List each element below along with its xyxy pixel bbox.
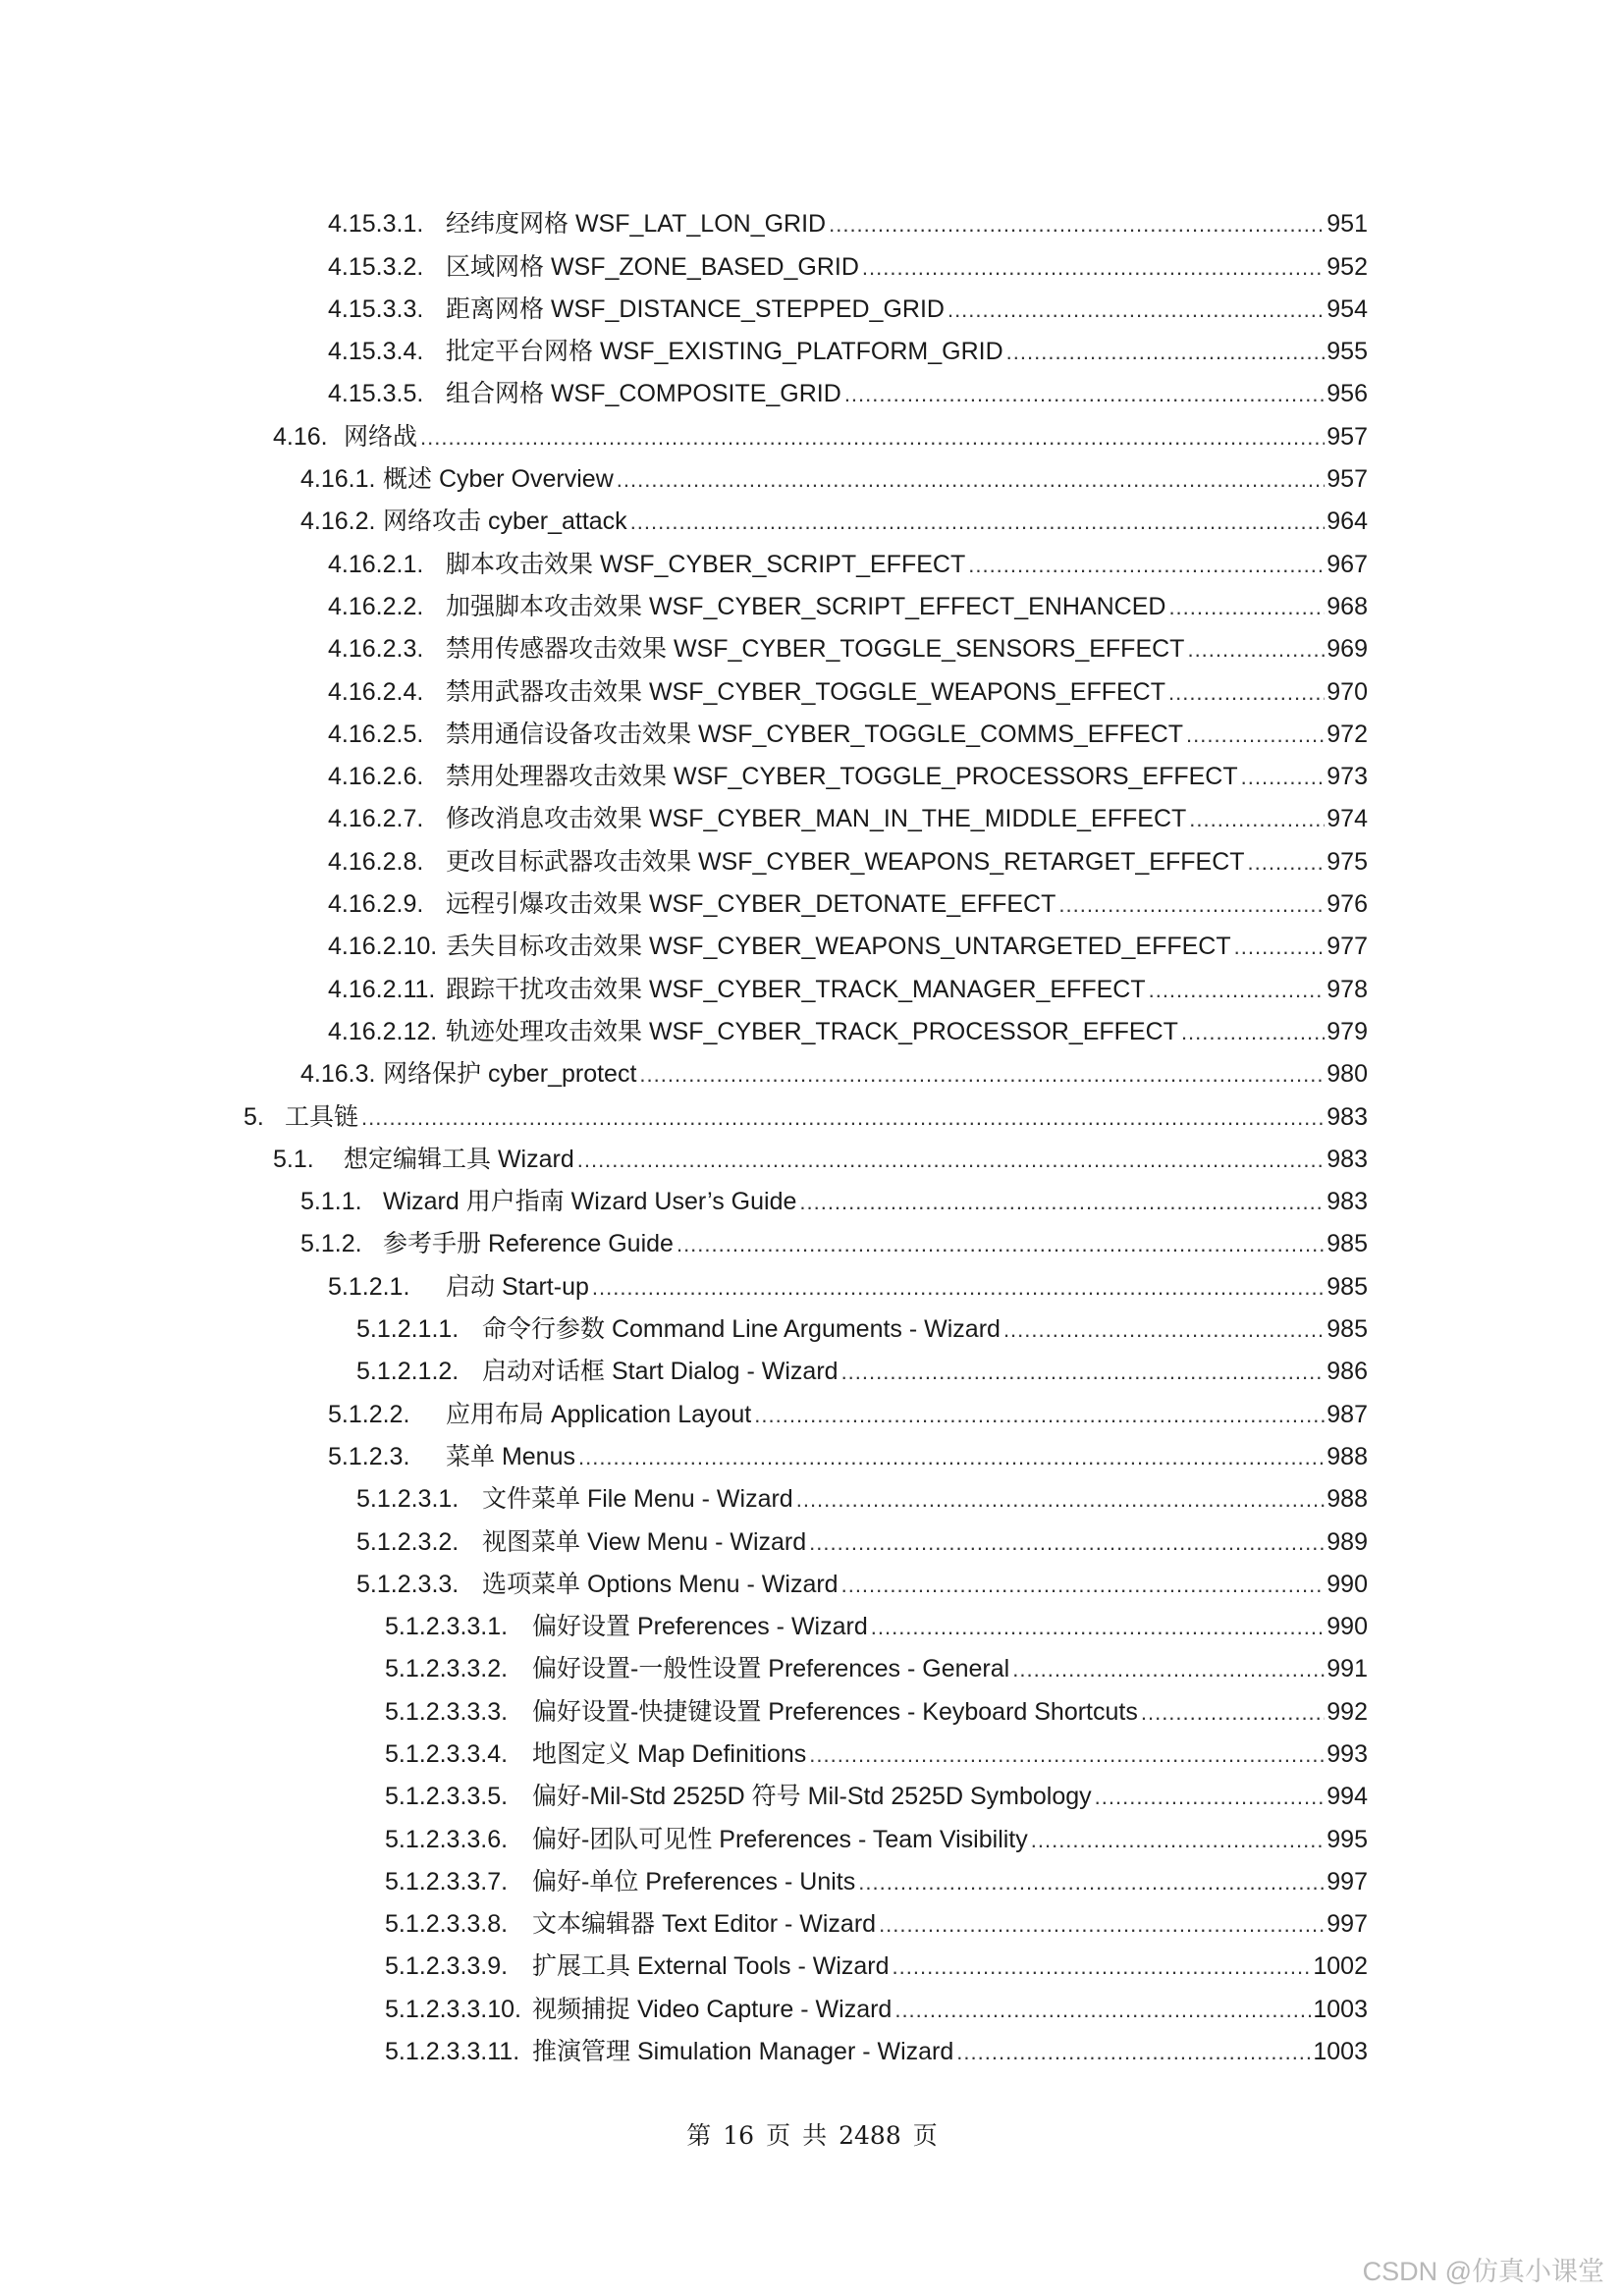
toc-entry-page: 983 [1326,1102,1368,1131]
toc-entry-page: 972 [1326,720,1368,748]
toc-entry[interactable] [0,1344,1624,1386]
toc-entry-page: 983 [1326,1188,1368,1216]
toc-dot-leader [361,1104,1325,1132]
toc-dot-leader [796,1486,1326,1514]
toc-dot-leader [639,1061,1325,1089]
toc-entry-page: 955 [1326,338,1368,366]
toc-dot-leader [1012,1656,1325,1683]
toc-entry[interactable] [0,664,1624,706]
toc-entry-number: 4.15.3.3. [328,294,424,323]
toc-entry[interactable] [0,1514,1624,1556]
toc-dot-leader [809,1529,1325,1557]
toc-entry-title: 推演管理 Simulation Manager - Wizard [532,2038,954,2066]
toc-entry[interactable] [0,1599,1624,1641]
toc-entry[interactable] [0,1046,1624,1089]
toc-entry[interactable] [0,877,1624,919]
toc-entry[interactable] [0,749,1624,791]
toc-entry[interactable] [0,1174,1624,1216]
toc-entry-page: 969 [1326,635,1368,664]
toc-entry-page: 980 [1326,1060,1368,1089]
toc-entry[interactable] [0,1429,1624,1471]
toc-entry[interactable] [0,239,1624,281]
toc-entry-page: 985 [1326,1315,1368,1344]
toc-entry-page: 976 [1326,890,1368,919]
toc-entry-number: 4.16.2.2. [328,592,424,620]
toc-entry[interactable] [0,536,1624,578]
toc-dot-leader [592,1274,1325,1302]
toc-entry-page: 973 [1326,763,1368,791]
toc-entry-title: 距离网格 WSF_DISTANCE_STEPPED_GRID [446,294,945,323]
toc-entry-title: 禁用通信设备攻击效果 WSF_CYBER_TOGGLE_COMMS_EFFECT [446,720,1184,748]
toc-entry-title: 启动对话框 Start Dialog - Wizard [482,1358,839,1386]
toc-entry-page: 974 [1326,805,1368,833]
toc-entry-title: 启动 Start-up [446,1272,589,1301]
toc-dot-leader [1248,849,1326,877]
toc-entry[interactable] [0,579,1624,621]
toc-entry[interactable] [0,1683,1624,1726]
toc-entry-title: 视图菜单 View Menu - Wizard [482,1527,807,1556]
toc-dot-leader [894,1997,1311,2024]
toc-entry-page: 964 [1326,507,1368,536]
toc-entry-page: 967 [1326,550,1368,578]
toc-entry-title: 偏好-Mil-Std 2525D 符号 Mil-Std 2525D Symbology [532,1783,1092,1811]
toc-dot-leader [630,508,1326,536]
toc-dot-leader [1187,636,1325,664]
toc-entry[interactable] [0,707,1624,749]
toc-entry-page: 956 [1326,380,1368,408]
toc-dot-leader [1241,764,1326,791]
toc-entry-number: 5.1.2.3.3.8. [385,1910,509,1939]
toc-entry-number: 5.1.2. [300,1230,362,1258]
toc-entry[interactable] [0,1258,1624,1301]
toc-entry-title: 偏好设置 Preferences - Wizard [532,1613,868,1641]
toc-entry-title: 文件菜单 File Menu - Wizard [482,1485,793,1514]
toc-entry[interactable] [0,621,1624,664]
toc-entry-number: 5.1.2.3.3. [356,1570,460,1598]
toc-entry[interactable] [0,1557,1624,1599]
toc-entry[interactable] [0,1089,1624,1131]
toc-dot-leader [1141,1699,1325,1727]
current-page-number: 16 [723,2121,755,2150]
toc-entry-title: 丢失目标攻击效果 WSF_CYBER_WEAPONS_UNTARGETED_EFFECT [446,933,1231,961]
toc-dot-leader [1058,891,1325,919]
toc-dot-leader [879,1911,1325,1939]
watermark: CSDN @仿真小课堂 [1362,2257,1604,2286]
toc-entry[interactable] [0,324,1624,366]
toc-entry[interactable] [0,1854,1624,1896]
toc-dot-leader [1149,977,1326,1004]
toc-entry-number: 4.16.3. [300,1060,376,1089]
toc-entry-title: 想定编辑工具 Wizard [344,1145,574,1173]
toc-entry-number: 5. [244,1102,264,1131]
toc-dot-leader [858,1869,1325,1896]
toc-dot-leader [799,1189,1325,1216]
toc-entry-number: 4.16.2.10. [328,933,438,961]
toc-entry-page: 957 [1326,422,1368,451]
toc-entry-title: 参考手册 Reference Guide [383,1230,674,1258]
toc-entry-number: 4.16.2.1. [328,550,424,578]
toc-entry-page: 983 [1326,1145,1368,1173]
toc-entry-number: 4.16. [273,422,328,451]
toc-entry-number: 5.1.2.1.1. [356,1315,460,1344]
toc-entry-number: 4.16.2.9. [328,890,424,919]
toc-entry[interactable] [0,961,1624,1003]
toc-entry-title: 批定平台网格 WSF_EXISTING_PLATFORM_GRID [446,338,1003,366]
toc-entry[interactable] [0,1727,1624,1769]
toc-entry-number: 5.1.2.1. [328,1272,410,1301]
toc-entry-number: 4.15.3.2. [328,252,424,281]
toc-entry[interactable] [0,791,1624,833]
toc-entry-number: 4.16.2. [300,507,376,536]
toc-entry-number: 5.1.2.3.3.1. [385,1613,509,1641]
toc-entry-number: 4.16.2.6. [328,763,424,791]
toc-entry[interactable] [0,1216,1624,1258]
toc-dot-leader [617,466,1326,494]
toc-entry-title: 偏好设置-快捷键设置 Preferences - Keyboard Shortcuts [532,1697,1138,1726]
toc-dot-leader [1006,339,1326,366]
toc-entry-number: 4.15.3.4. [328,338,424,366]
toc-entry-number: 5.1.2.3.2. [356,1527,460,1556]
toc-dot-leader [1186,721,1325,749]
toc-entry-number: 4.16.2.5. [328,720,424,748]
toc-entry-page: 985 [1326,1272,1368,1301]
toc-dot-leader [871,1614,1326,1641]
toc-entry-number: 5.1.2.3.1. [356,1485,460,1514]
toc-entry-title: 命令行参数 Command Line Arguments - Wizard [482,1315,1001,1344]
toc-dot-leader [754,1402,1325,1429]
toc-dot-leader [841,1359,1326,1386]
toc-entry[interactable] [0,282,1624,324]
page-footer [0,2116,1624,2152]
toc-entry-title: 修改消息攻击效果 WSF_CYBER_MAN_IN_THE_MIDDLE_EFFECT [446,805,1187,833]
toc-entry-page: 1003 [1313,1995,1368,2023]
toc-entry-title: 应用布局 Application Layout [446,1400,752,1428]
toc-dot-leader [420,424,1325,452]
toc-entry-page: 1003 [1313,2038,1368,2066]
footer-word: 页 [766,2121,791,2150]
toc-entry-title: 跟踪干扰攻击效果 WSF_CYBER_TRACK_MANAGER_EFFECT [446,975,1146,1003]
toc-entry-number: 5.1.2.3.3.5. [385,1783,509,1811]
toc-dot-leader [1095,1784,1326,1811]
toc-entry[interactable] [0,408,1624,451]
toc-entry[interactable] [0,1132,1624,1174]
toc-entry-title: 扩展工具 External Tools - Wizard [532,1952,890,1981]
toc-entry-page: 994 [1326,1783,1368,1811]
toc-entry[interactable] [0,833,1624,876]
toc-entry-page: 968 [1326,592,1368,620]
toc-entry-title: 地图定义 Map Definitions [532,1739,807,1768]
toc-entry-title: 远程引爆攻击效果 WSF_CYBER_DETONATE_EFFECT [446,890,1056,919]
toc-entry-title: 工具链 [285,1102,359,1131]
toc-entry-title: 菜单 Menus [446,1442,575,1470]
toc-dot-leader [829,211,1325,239]
toc-entry-page: 995 [1326,1825,1368,1853]
toc-entry-page: 997 [1326,1910,1368,1939]
toc-entry-title: 加强脚本攻击效果 WSF_CYBER_SCRIPT_EFFECT_ENHANCED [446,592,1166,620]
toc-entry-number: 5.1.2.3.3.2. [385,1655,509,1683]
toc-entry-page: 970 [1326,677,1368,706]
toc-entry-number: 4.15.3.1. [328,210,424,239]
toc-entry-title: 脚本攻击效果 WSF_CYBER_SCRIPT_EFFECT [446,550,966,578]
toc-entry-title: 经纬度网格 WSF_LAT_LON_GRID [446,210,827,239]
toc-entry-title: 禁用武器攻击效果 WSF_CYBER_TOGGLE_WEAPONS_EFFECT [446,677,1165,706]
toc-entry[interactable] [0,1641,1624,1683]
toc-dot-leader [1168,679,1325,707]
toc-dot-leader [956,2039,1311,2066]
toc-entry-number: 5.1. [273,1145,314,1173]
toc-entry-title: 更改目标武器攻击效果 WSF_CYBER_WEAPONS_RETARGET_EFFECT [446,847,1245,876]
toc-entry[interactable] [0,1939,1624,1981]
toc-entry-title: 概述 Cyber Overview [383,465,614,494]
toc-entry-title: Wizard 用户指南 Wizard User’s Guide [383,1188,797,1216]
toc-entry-page: 957 [1326,465,1368,494]
toc-entry[interactable] [0,919,1624,961]
toc-entry-number: 4.16.2.8. [328,847,424,876]
toc-dot-leader [844,381,1325,408]
toc-entry-page: 951 [1326,210,1368,239]
total-pages: 2488 [839,2121,901,2150]
toc-entry-page: 987 [1326,1400,1368,1428]
toc-entry-page: 997 [1326,1867,1368,1896]
toc-dot-leader [947,296,1325,324]
toc-entry-page: 1002 [1313,1952,1368,1981]
toc-entry-title: 偏好设置-一般性设置 Preferences - General [532,1655,1010,1683]
toc-dot-leader [1031,1827,1326,1854]
toc-entry-page: 991 [1326,1655,1368,1683]
footer-word: 页 [912,2121,938,2150]
toc-entry-title: 区域网格 WSF_ZONE_BASED_GRID [446,252,859,281]
toc-entry-page: 954 [1326,294,1368,323]
toc-entry[interactable] [0,366,1624,408]
toc-entry-number: 5.1.2.2. [328,1400,410,1428]
toc-entry-title: 禁用处理器攻击效果 WSF_CYBER_TOGGLE_PROCESSORS_EFFECT [446,763,1238,791]
toc-entry-page: 979 [1326,1017,1368,1045]
toc-entry-title: 偏好-单位 Preferences - Units [532,1867,856,1896]
toc-dot-leader [968,552,1325,579]
toc-entry[interactable] [0,1471,1624,1514]
toc-entry-page: 977 [1326,933,1368,961]
toc-entry[interactable] [0,1302,1624,1344]
toc-entry-number: 4.16.2.3. [328,635,424,664]
toc-dot-leader [1168,594,1325,621]
toc-entry-title: 选项菜单 Options Menu - Wizard [482,1570,839,1598]
footer-word: 共 [802,2121,828,2150]
toc-dot-leader [893,1953,1312,1981]
toc-dot-leader [862,254,1325,282]
toc-entry-number: 4.15.3.5. [328,380,424,408]
toc-entry-title: 网络保护 cyber_protect [383,1060,637,1089]
toc-entry-number: 4.16.2.7. [328,805,424,833]
toc-entry-page: 975 [1326,847,1368,876]
toc-entry-page: 988 [1326,1485,1368,1514]
toc-entry-title: 禁用传感器攻击效果 WSF_CYBER_TOGGLE_SENSORS_EFFECT [446,635,1185,664]
toc-entry-page: 985 [1326,1230,1368,1258]
toc-entry-number: 5.1.2.3.3.10. [385,1995,522,2023]
toc-entry-number: 5.1.2.1.2. [356,1358,460,1386]
toc-entry-number: 5.1.2.3.3.6. [385,1825,509,1853]
toc-entry[interactable] [0,1386,1624,1428]
toc-entry-number: 5.1.2.3.3.3. [385,1697,509,1726]
toc-entry-number: 5.1.1. [300,1188,362,1216]
toc-entry-number: 5.1.2.3.3.4. [385,1739,509,1768]
toc-entry-title: 网络战 [344,422,418,451]
toc-entry[interactable] [0,1769,1624,1811]
toc-entry[interactable] [0,452,1624,494]
toc-entry-page: 989 [1326,1527,1368,1556]
toc-dot-leader [1189,806,1325,833]
toc-entry[interactable] [0,494,1624,536]
toc-entry-page: 988 [1326,1442,1368,1470]
toc-entry-number: 5.1.2.3.3.7. [385,1867,509,1896]
toc-entry-page: 993 [1326,1739,1368,1768]
toc-entry-number: 4.16.1. [300,465,376,494]
toc-dot-leader [1181,1019,1325,1046]
toc-entry-page: 990 [1326,1570,1368,1598]
toc-entry-page: 992 [1326,1697,1368,1726]
toc-dot-leader [809,1741,1325,1769]
footer-word: 第 [686,2121,712,2150]
toc-entry[interactable] [0,1981,1624,2023]
toc-dot-leader [677,1231,1325,1258]
toc-entry-number: 5.1.2.3. [328,1442,410,1470]
toc-entry-number: 5.1.2.3.3.11. [385,2038,520,2066]
toc-dot-leader [577,1147,1326,1174]
toc-entry-title: 网络攻击 cyber_attack [383,507,627,536]
toc-entry-title: 偏好-团队可见性 Preferences - Team Visibility [532,1825,1028,1853]
toc-entry-number: 4.16.2.11. [328,975,436,1003]
toc-dot-leader [1234,934,1326,961]
toc-entry[interactable] [0,1004,1624,1046]
toc-entry[interactable] [0,2024,1624,2066]
toc-dot-leader [578,1444,1325,1471]
toc-entry-number: 4.16.2.12. [328,1017,438,1045]
toc-entry-number: 5.1.2.3.3.9. [385,1952,509,1981]
table-of-contents [0,196,1624,2066]
toc-entry[interactable] [0,1811,1624,1853]
toc-entry-title: 组合网格 WSF_COMPOSITE_GRID [446,380,841,408]
toc-entry-page: 986 [1326,1358,1368,1386]
toc-entry-page: 952 [1326,252,1368,281]
toc-entry-page: 978 [1326,975,1368,1003]
toc-entry-page: 990 [1326,1613,1368,1641]
toc-entry-title: 视频捕捉 Video Capture - Wizard [532,1995,893,2023]
toc-entry[interactable] [0,196,1624,239]
toc-entry[interactable] [0,1896,1624,1939]
toc-entry-title: 轨迹处理攻击效果 WSF_CYBER_TRACK_PROCESSOR_EFFECT [446,1017,1178,1045]
toc-dot-leader [1003,1316,1325,1344]
toc-entry-number: 4.16.2.4. [328,677,424,706]
toc-dot-leader [841,1572,1326,1599]
toc-entry-title: 文本编辑器 Text Editor - Wizard [532,1910,877,1939]
